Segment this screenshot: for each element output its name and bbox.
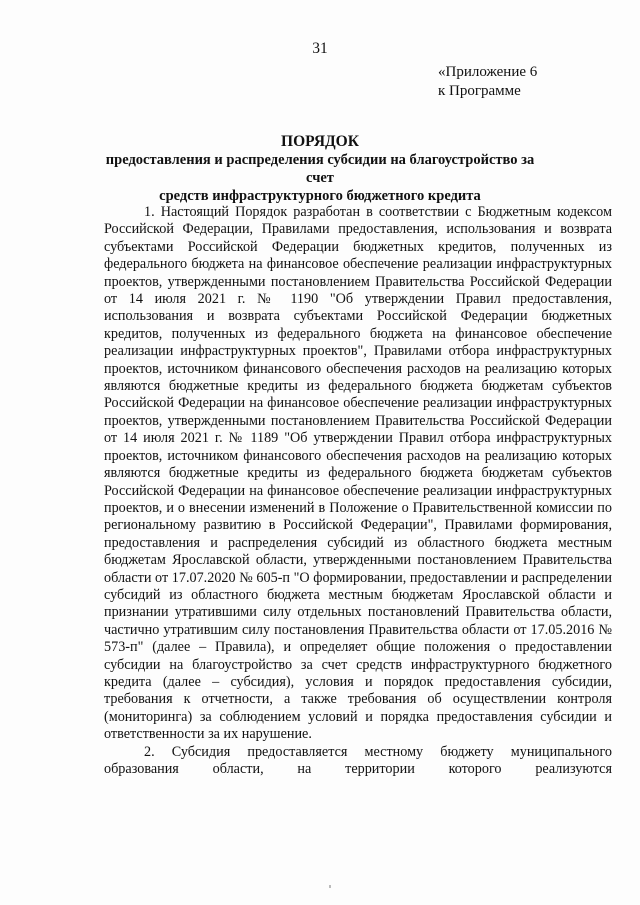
title-main: ПОРЯДОК [281,133,359,150]
title-line-1: предоставления и распределения субсидии на благоустройство за счет [105,152,535,186]
document-title [92,132,548,205]
paragraph-1: 1. Настоящий Порядок разработан в соответствии с Бюджетным кодексом Российской Федерации, Правилами предоставления, использования и возврата субъектами Российской Федерации бюджетных кредитов, полученных из федерального бюджета на финансовое обеспечение реализации инфраструктурных проектов, утвержденными постановлением Правительства Российской Федерации от 14 июля 2021 г. № 1190 "Об утверждении Правил предоставления, использования и возврата субъектами Российской Федерации бюджетных кредитов, полученных из федерального бюджета на финансовое обеспечение реализации инфраструктурных проектов", Правилами отбора инфраструктурных проектов, источником финансового обеспечения расходов на реализацию которых являются бюджетные кредиты из федерального бюджета бюджетам субъектов Российской Федерации на финансовое обеспечение реализации инфраструктурных проектов, утвержденными постановлением Правительства Российской Федерации от 14 июля 2021 г. № 1189 "Об утверждении Правил отбора инфраструктурных проектов, источником финансового обеспечения расходов на реализацию которых являются бюджетные кредиты из федерального бюджета бюджетам субъектов Российской Федерации на финансовое обеспечение реализации инфраструктурных проектов, и о внесении изменений в Положение о Правительственной комиссии по региональному развитию в Российской Федерации", Правилами формирования, предоставления и распределения субсидий из областного бюджета местным бюджетам Ярославской области, утвержденными постановлением Правительства области от 17.07.2020 № 605-п "О формировании, предоставлении и распределении субсидий из областного бюджета местным бюджетам Ярославской области и признании утратившими силу отдельных постановлений Правительства области, частично утратившим силу постановления Правительства области от 17.05.2016 № 573-п" (далее – Правила), и определяет общие положения о предоставлении субсидии на благоустройство за счет средств инфраструктурного бюджетного кредита (далее – субсидия), условия и порядок предоставления субсидии, требования к отчетности, а также требования об осуществлении контроля (мониторинга) за соблюдением условий и порядка предоставления субсидии и ответственности за их нарушение. [104,204,612,743]
title-line-2: средств инфраструктурного бюджетного кредита [159,188,481,204]
document-body [104,204,612,779]
paragraph-2: 2. Субсидия предоставляется местному бюджету муниципального образования области, на территории которого реализуются [104,743,612,777]
appendix-reference [438,63,537,101]
appendix-line-1: «Приложение 6 [438,64,538,80]
page-number: 31 [312,40,328,57]
appendix-line-2: к Программе [438,83,521,99]
scan-artifact [329,885,331,888]
